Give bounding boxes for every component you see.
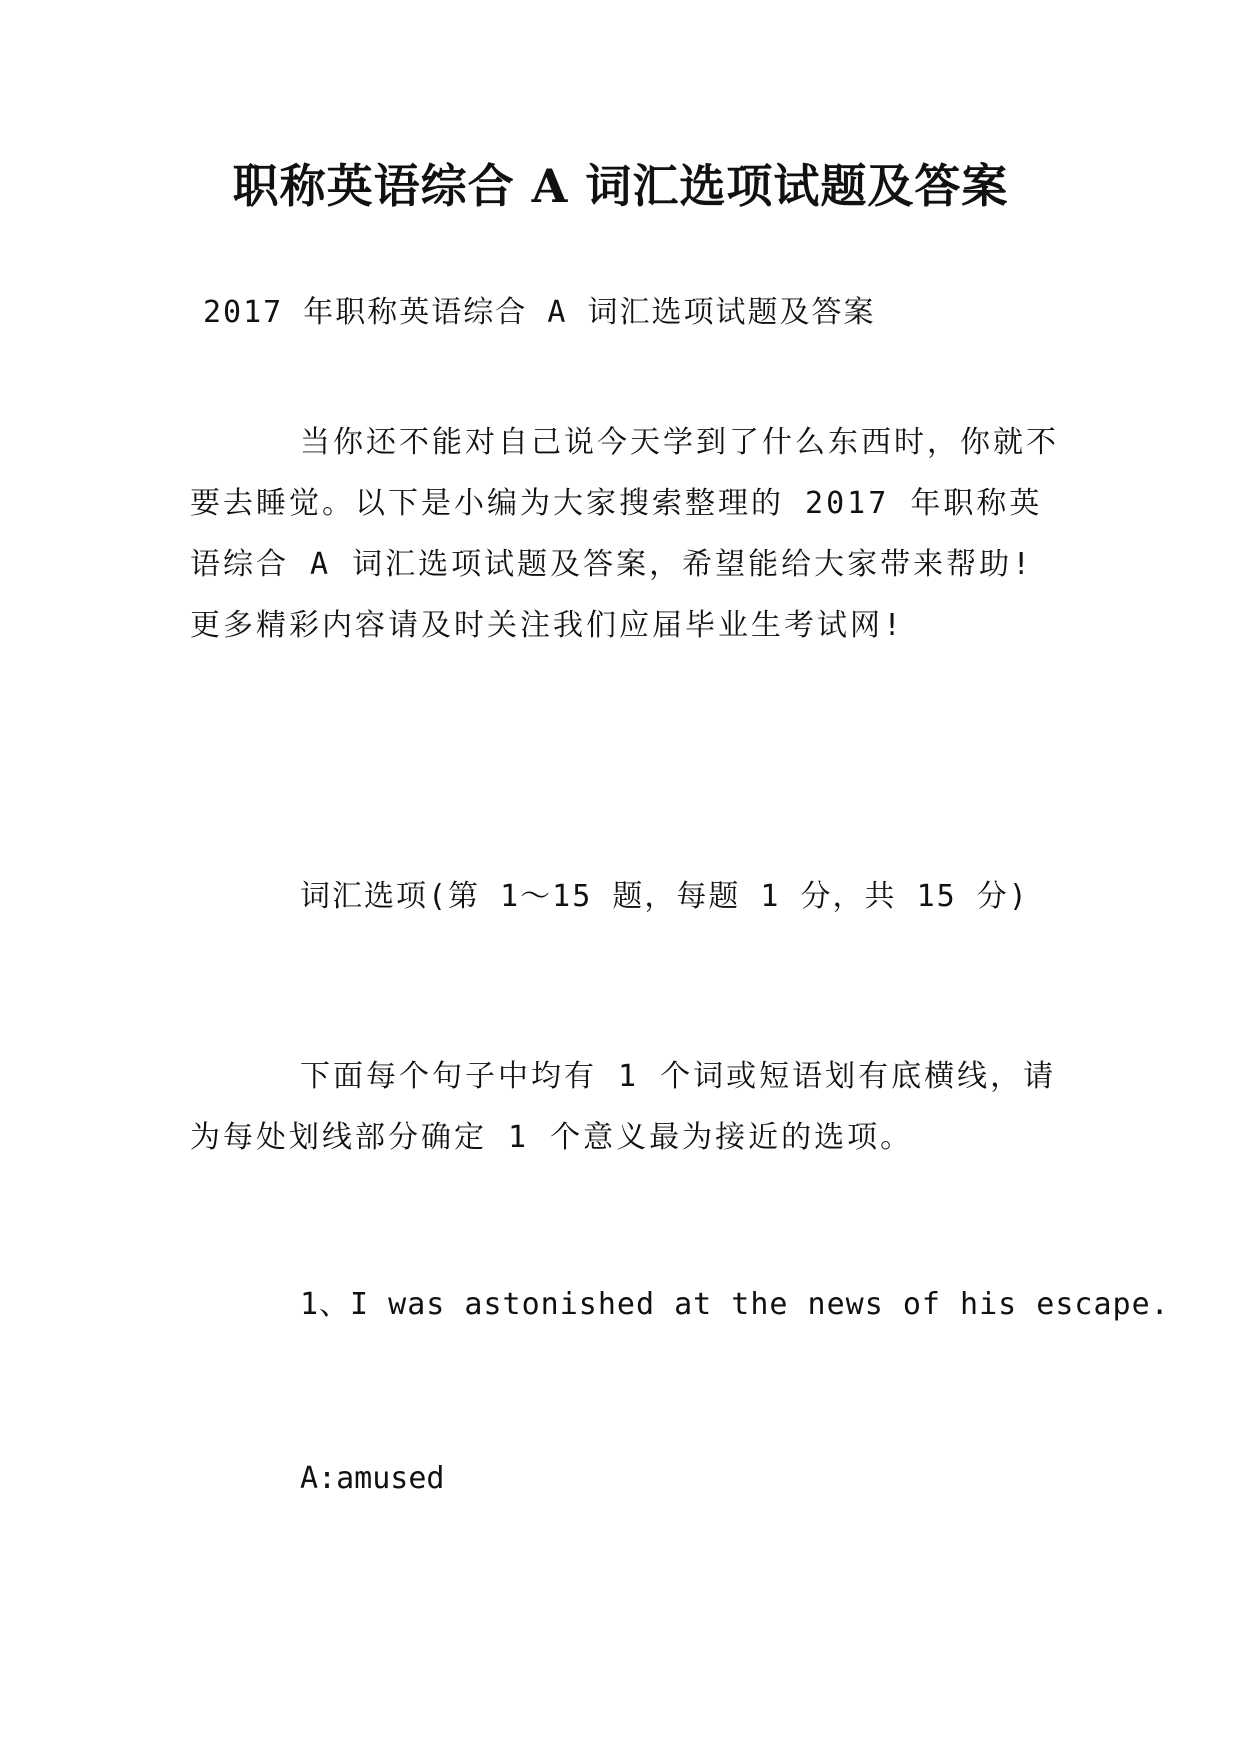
document-subtitle: 2017 年职称英语综合 A 词汇选项试题及答案 bbox=[203, 295, 876, 330]
intro-paragraph: 当你还不能对自己说今天学到了什么东西时，你就不要去睡觉。以下是小编为大家搜索整理的 2017 年职称英语综合 A 词汇选项试题及答案，希望能给大家带来帮助!更多精彩内容请及时关注我们应届毕业生考试网! bbox=[190, 425, 1059, 643]
section-heading: 词汇选项(第 1～15 题，每题 1 分，共 15 分) bbox=[300, 879, 1029, 914]
instructions-paragraph: 下面每个句子中均有 1 个词或短语划有底横线，请为每处划线部分确定 1 个意义最为接近的选项。 bbox=[190, 1059, 1057, 1155]
option-a: A:amused bbox=[300, 1461, 445, 1496]
document-title: 职称英语综合 A 词汇选项试题及答案 bbox=[232, 159, 1009, 213]
question-1: 1、I was astonished at the news of his escape. bbox=[300, 1287, 1170, 1322]
